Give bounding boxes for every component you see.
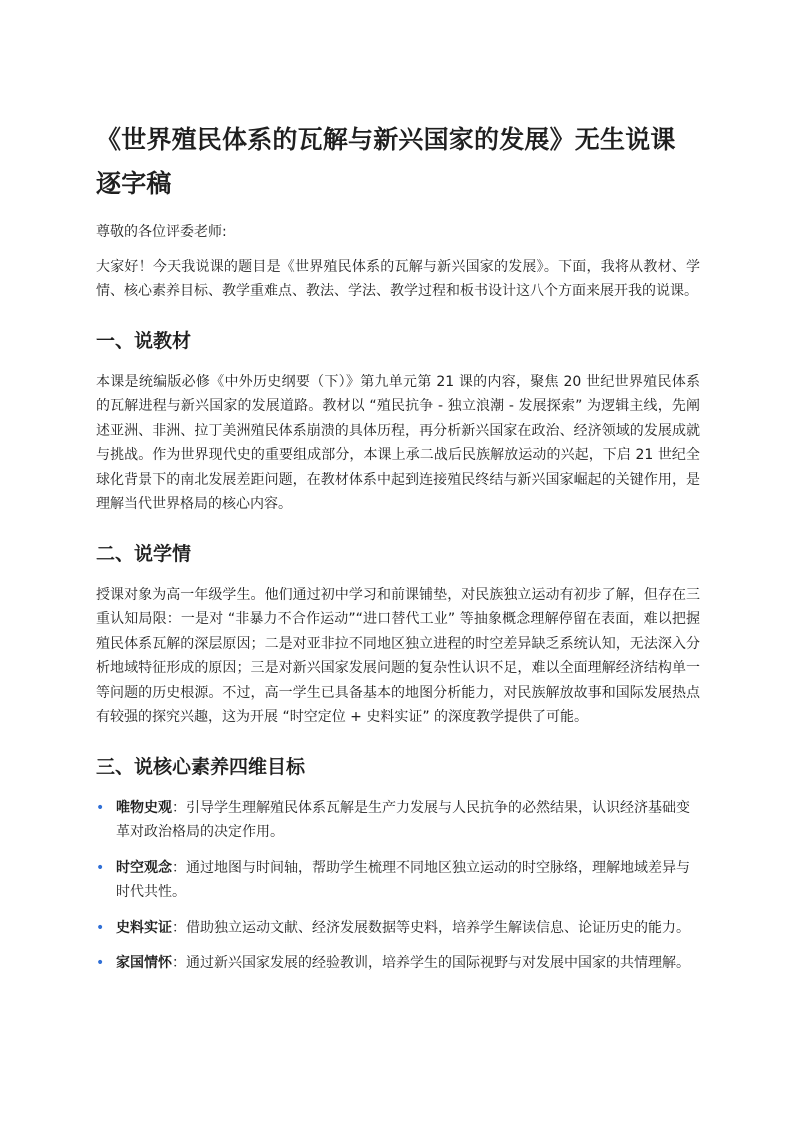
document-page — [96, 118, 700, 987]
intro-paragraph: 大家好！今天我说课的题目是《世界殖民体系的瓦解与新兴国家的发展》。下面，我将从教材、学情、核心素养目标、教学重难点、教法、学法、教学过程和板书设计这八个方面来展开我的说课。 — [96, 258, 700, 299]
goal-name: 唯物史观 — [116, 799, 172, 816]
section-heading-goals: 三、说核心素养四维目标 — [96, 755, 306, 778]
section-paragraph-students: 授课对象为高一年级学生。他们通过初中学习和前课铺垫，对民族独立运动有初步了解，但存在三重认知局限：一是对 “非暴力不合作运动”“进口替代工业” 等抽象概念理解停留在表面，难以把握殖民体系瓦解的深层原因；二是对亚非拉不同地区独立进程的时空差异缺乏系统认知，无法深入分析地域特征形成的原因；三是对新兴国家发展问题的复杂性认识不足，难以全面理解经济结构单一等问题的历史根源。不过，高一学生已具备基本的地图分析能力，对民族解放故事和国际发展热点有较强的探究兴趣，这为开展 “时空定位 + 史料实证” 的深度教学提供了可能。 — [96, 586, 700, 725]
greeting: 尊敬的各位评委老师: — [96, 224, 227, 240]
goal-name: 史料实证 — [116, 919, 172, 936]
goal-item-spacetime — [96, 856, 700, 905]
goal-item-evidence — [96, 916, 700, 941]
bullet-dot-icon: • — [96, 799, 105, 816]
section-heading-students: 二、说学情 — [96, 542, 192, 565]
bullet-dot-icon: • — [96, 955, 105, 971]
goal-text: ：通过新兴国家发展的经验教训，培养学生的国际视野与对发展中国家的共情理解。 — [172, 955, 690, 971]
goal-text: ：通过地图与时间轴，帮助学生梳理不同地区独立运动的时空脉络，理解地域差异与时代共性。 — [116, 859, 690, 900]
goal-text: ：借助独立运动文献、经济发展数据等史料，培养学生解读信息、论证历史的能力。 — [172, 919, 690, 936]
goal-text: ：引导学生理解殖民体系瓦解是生产力发展与人民抗争的必然结果，认识经济基础变革对政治格局的决定作用。 — [116, 799, 690, 840]
goal-name: 家国情怀 — [116, 955, 172, 971]
section-heading-textbook: 一、说教材 — [96, 329, 192, 352]
goal-item-patriotism — [96, 951, 700, 976]
document-title: 《世界殖民体系的瓦解与新兴国家的发展》无生说课逐字稿 — [96, 125, 676, 198]
bullet-dot-icon: • — [96, 919, 105, 936]
goal-name: 时空观念 — [116, 859, 172, 876]
goal-item-materialism — [96, 796, 700, 845]
section-paragraph-textbook: 本课是统编版必修《中外历史纲要（下）》第九单元第 21 课的内容，聚焦 20 世纪世界殖民体系的瓦解进程与新兴国家的发展道路。教材以 “殖民抗争 - 独立浪潮 - 发展探索” 为逻辑主线，先阐述亚洲、非洲、拉丁美洲殖民体系崩溃的具体历程，再分析新兴国家在政治、经济领域的发展成就与挑战。作为世界现代史的重要组成部分，本课上承二战后民族解放运动的兴起，下启 21 世纪全球化背景下的南北发展差距问题，在教材体系中起到连接殖民终结与新兴国家崛起的关键作用，是理解当代世界格局的核心内容。 — [96, 373, 700, 512]
goals-list — [96, 796, 700, 976]
bullet-dot-icon: • — [96, 859, 105, 876]
